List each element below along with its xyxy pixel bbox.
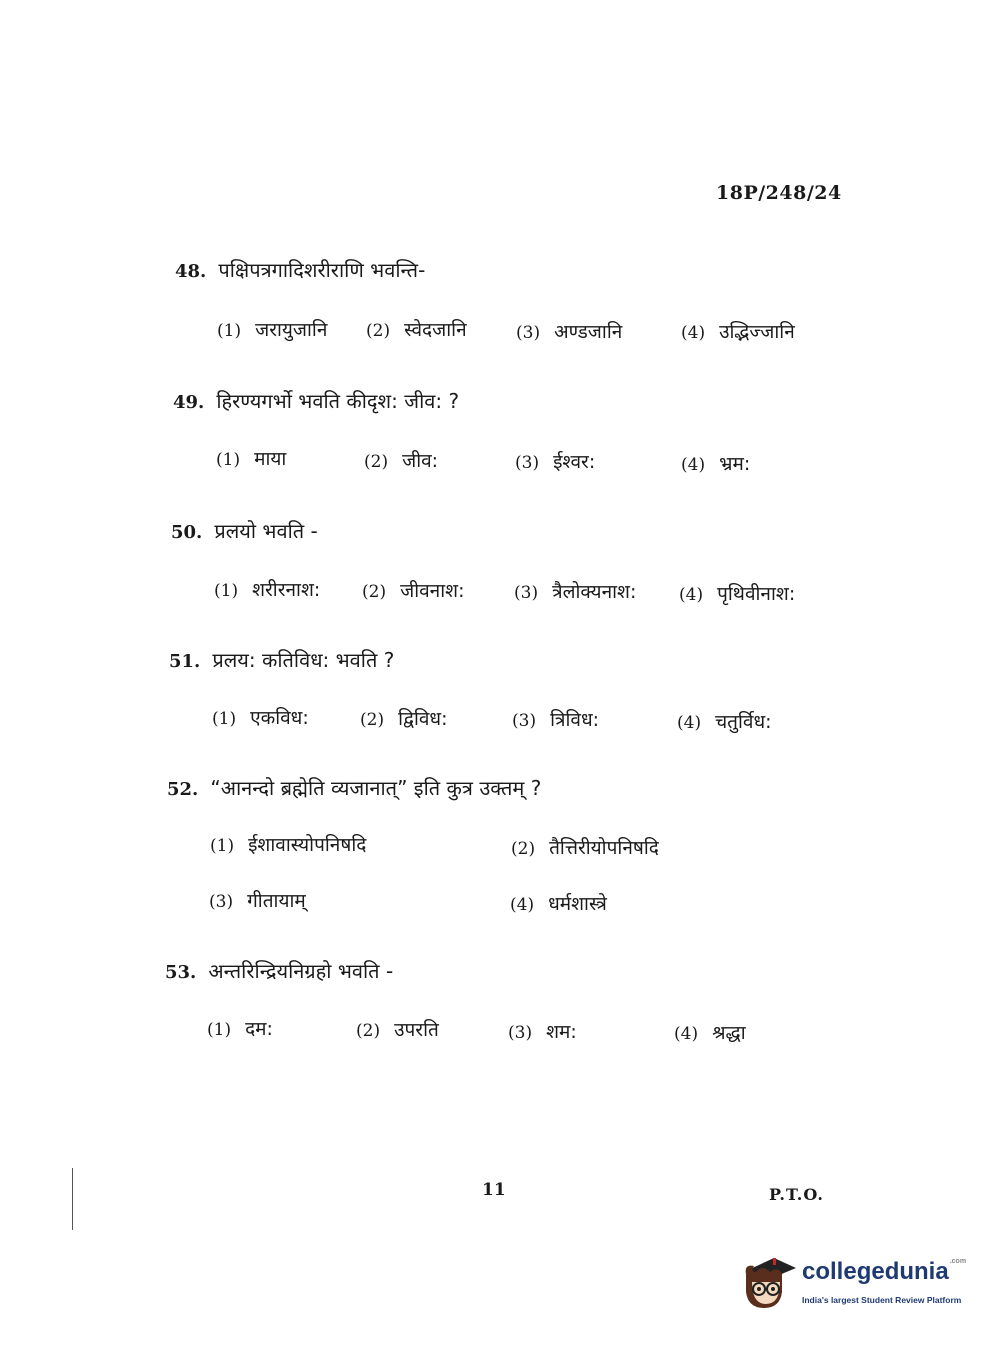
logo-name: collegedunia: [802, 1258, 949, 1285]
option-text: जीवनाश:: [400, 580, 465, 602]
option-4: [510, 890, 607, 916]
option-number: (4): [674, 1024, 699, 1044]
option-number: (2): [362, 582, 387, 602]
option-text: द्विविध:: [398, 708, 448, 730]
option-number: (2): [360, 710, 385, 730]
question-text: प्रलय: कतिविध: भवति ?: [212, 648, 395, 672]
option-number: (3): [516, 323, 541, 343]
question-stem: [169, 646, 394, 673]
option-number: (1): [217, 321, 242, 341]
option-text: दम:: [245, 1018, 273, 1040]
option-text: स्वेदजानि: [404, 319, 467, 341]
option-text: भ्रम:: [719, 453, 751, 475]
margin-rule: [72, 1168, 73, 1230]
question-stem: [165, 957, 393, 984]
option-3: [209, 887, 306, 913]
option-number: (4): [681, 455, 706, 475]
option-4: [681, 450, 750, 476]
option-text: जीव:: [402, 450, 439, 472]
option-text: ईशावास्योपनिषदि: [248, 834, 367, 856]
pto-label: P.T.O.: [769, 1185, 824, 1204]
option-number: (2): [364, 452, 389, 472]
option-text: उपरति: [394, 1019, 439, 1041]
option-number: (1): [207, 1020, 232, 1040]
logo-suffix: .com: [949, 1258, 967, 1265]
option-text: शम:: [546, 1021, 577, 1043]
option-1: [212, 704, 309, 730]
option-number: (4): [677, 713, 702, 733]
option-text: अण्डजानि: [554, 321, 623, 343]
question-stem: [175, 256, 425, 283]
option-1: [214, 576, 320, 602]
option-2: [364, 447, 438, 473]
option-1: [207, 1015, 273, 1041]
option-text: एकविध:: [250, 707, 309, 729]
option-number: (3): [514, 583, 539, 603]
option-text: श्रद्धा: [712, 1022, 746, 1044]
option-2: [511, 834, 659, 860]
option-4: [677, 708, 772, 734]
option-2: [366, 316, 467, 342]
question-stem: [171, 517, 318, 544]
logo-tagline: India's largest Student Review Platform: [802, 1295, 962, 1305]
option-4: [681, 318, 795, 344]
option-text: शरीरनाश:: [252, 579, 321, 601]
option-number: (4): [510, 895, 535, 915]
option-text: चतुर्विध:: [715, 711, 772, 733]
option-4: [679, 580, 795, 606]
question-text: अन्तरिन्द्रियनिग्रहो भवति -: [208, 959, 394, 983]
option-2: [362, 577, 464, 603]
question-number: 52.: [167, 779, 199, 800]
question-number: 50.: [171, 522, 203, 543]
page-number: 11: [482, 1180, 506, 1200]
option-3: [512, 706, 599, 732]
option-1: [217, 316, 327, 342]
option-2: [356, 1016, 439, 1042]
question-number: 51.: [169, 651, 201, 672]
paper-code: 18P/248/24: [716, 182, 842, 204]
option-1: [216, 445, 286, 471]
option-text: जरायुजानि: [255, 319, 328, 341]
option-number: (1): [216, 450, 241, 470]
option-4: [674, 1019, 746, 1045]
option-number: (1): [214, 581, 239, 601]
collegedunia-logo: [740, 1248, 970, 1312]
option-number: (2): [366, 321, 391, 341]
question-number: 49.: [173, 392, 205, 413]
option-text: त्रैलोक्यनाश:: [552, 581, 637, 603]
option-number: (4): [679, 585, 704, 605]
question-text: “आनन्दो ब्रह्मेति व्यजानात्” इति कुत्र उक्तम् ?: [210, 776, 542, 800]
option-number: (2): [511, 839, 536, 859]
option-text: ईश्वर:: [553, 451, 596, 473]
option-number: (2): [356, 1021, 381, 1041]
option-3: [516, 318, 622, 344]
option-text: माया: [254, 448, 287, 470]
question-number: 53.: [165, 962, 197, 983]
option-number: (3): [512, 711, 537, 731]
logo-wordmark: [802, 1258, 966, 1286]
option-number: (1): [210, 836, 235, 856]
option-number: (3): [508, 1023, 533, 1043]
option-2: [360, 705, 448, 731]
option-text: उद्भिज्जानि: [719, 321, 795, 343]
question-text: हिरण्यगर्भो भवति कीदृश: जीव: ?: [216, 389, 460, 413]
question-stem: [173, 387, 459, 414]
mascot-icon: [740, 1248, 798, 1312]
option-3: [514, 578, 636, 604]
option-number: (1): [212, 709, 237, 729]
option-text: तैत्तिरीयोपनिषदि: [549, 837, 659, 859]
option-3: [508, 1018, 577, 1044]
option-text: पृथिवीनाश:: [717, 583, 796, 605]
option-text: त्रिविध:: [550, 709, 600, 731]
option-1: [210, 831, 366, 857]
option-3: [515, 448, 595, 474]
option-number: (3): [515, 453, 540, 473]
option-text: धर्मशास्त्रे: [548, 893, 607, 915]
question-text: प्रलयो भवति -: [214, 519, 318, 543]
question-text: पक्षिपत्रगादिशरीराणि भवन्ति-: [218, 258, 426, 282]
question-number: 48.: [175, 261, 207, 282]
option-number: (4): [681, 323, 706, 343]
option-number: (3): [209, 892, 234, 912]
question-stem: [167, 774, 541, 801]
option-text: गीतायाम्: [247, 890, 306, 912]
